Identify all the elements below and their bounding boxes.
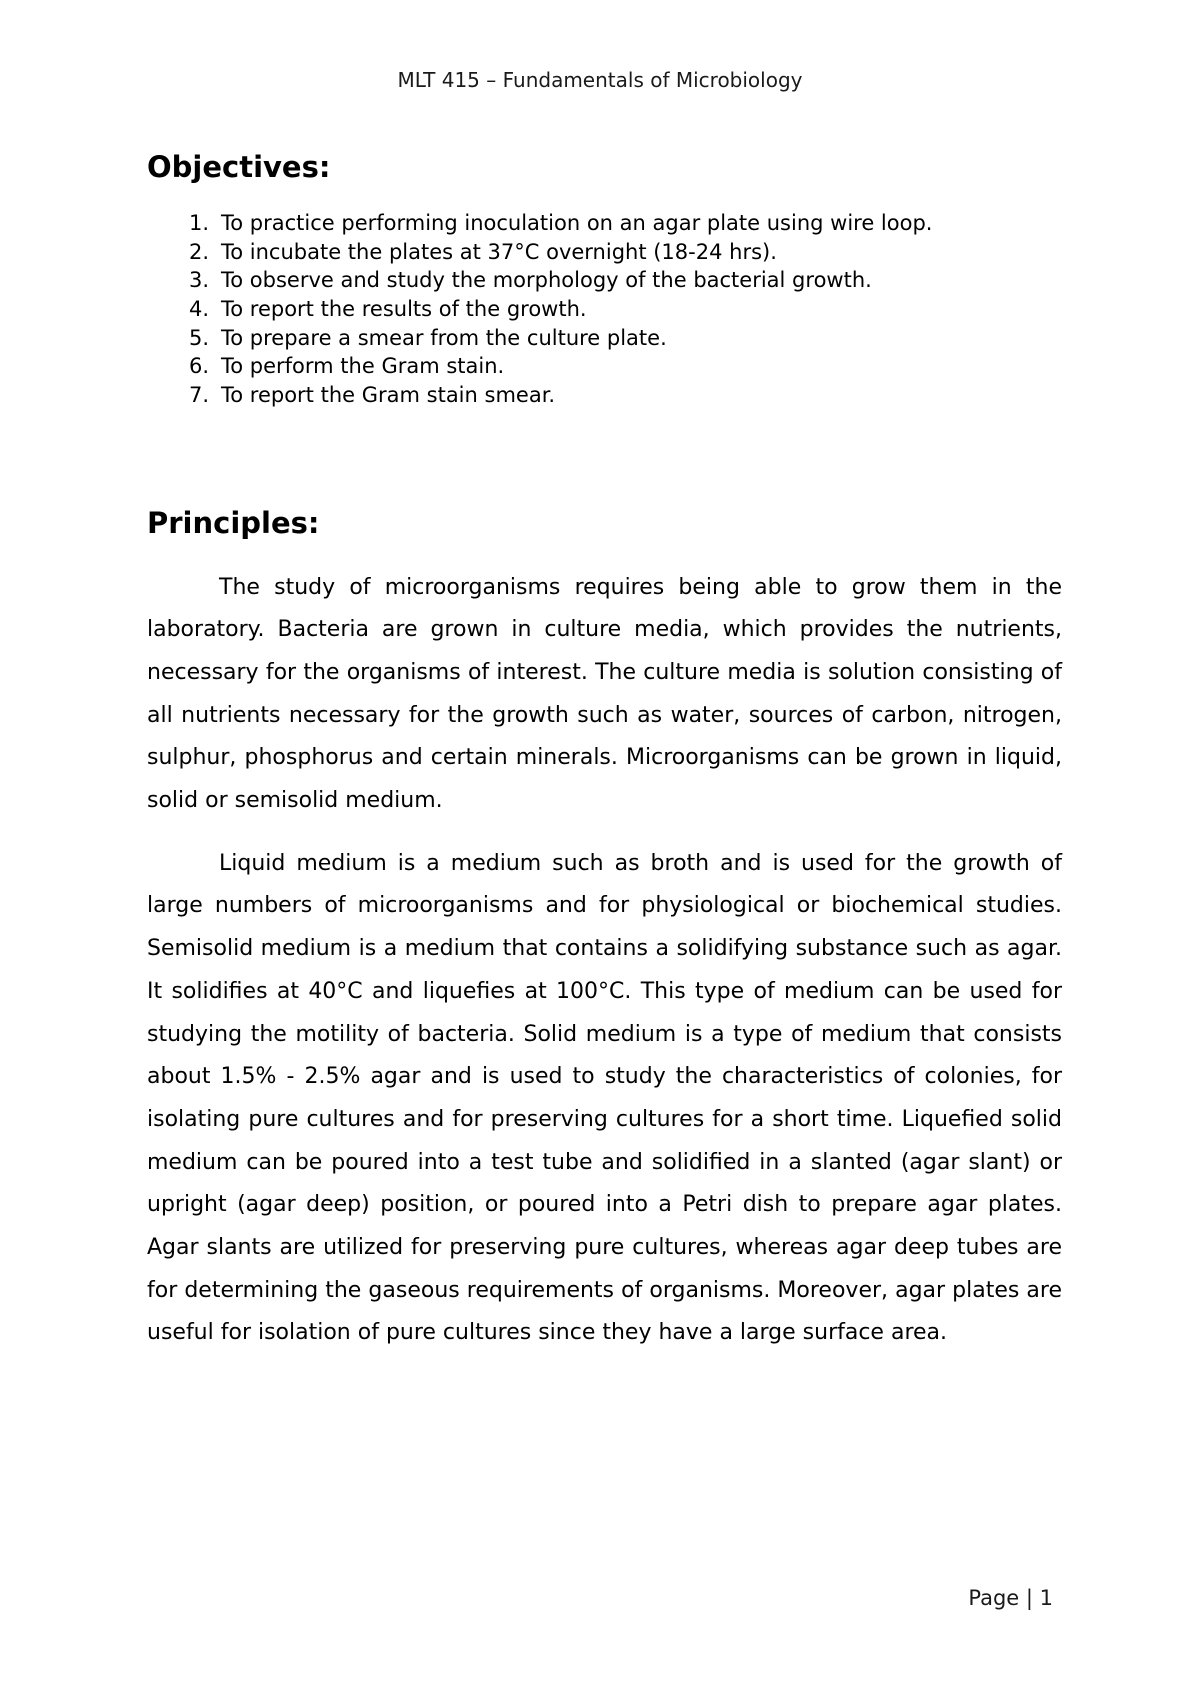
list-item-number: 4.: [188, 296, 209, 321]
list-item: [147, 324, 1062, 353]
objectives-list: [147, 209, 1062, 410]
list-item-number: 1.: [188, 210, 209, 235]
list-item: [147, 209, 1062, 238]
list-item-text: To observe and study the morphology of the bacterial growth.: [221, 268, 872, 293]
principles-paragraph-1: The study of microorganisms requires being able to grow them in the laboratory. Bacteria are grown in culture media, which provides the nutrients, necessary for the organisms of interest. The culture media is solution consisting of all nutrients necessary for the growth such as water, sources of carbon, nitrogen, sulphur, phosphorus and certain minerals. Microorganisms can be grown in liquid, solid or semisolid medium.: [147, 574, 1062, 814]
list-item-number: 6.: [188, 354, 209, 379]
list-item-text: To incubate the plates at 37°C overnight (18-24 hrs).: [221, 239, 777, 264]
list-item: [147, 352, 1062, 381]
list-item: [147, 238, 1062, 267]
list-item-text: To report the Gram stain smear.: [221, 383, 556, 408]
list-item-text: To practice performing inoculation on an agar plate using wire loop.: [221, 210, 933, 235]
list-item-text: To report the results of the growth.: [221, 296, 587, 321]
objectives-heading: Objectives:: [147, 150, 331, 184]
list-item-text: To prepare a smear from the culture plate.: [221, 325, 667, 350]
principles-paragraph-2: Liquid medium is a medium such as broth and is used for the growth of large numbers of microorganisms and for physiological or biochemical studies. Semisolid medium is a medium that contains a solidifying substance such as agar. It solidifies at 40°C and liquefies at 100°C. This type of medium can be used for studying the motility of bacteria. Solid medium is a type of medium that consists about 1.5% - 2.5% agar and is used to study the characteristics of colonies, for isolating pure cultures and for preserving cultures for a short time. Liquefied solid medium can be poured into a test tube and solidified in a slanted (agar slant) or upright (agar deep) position, or poured into a Petri dish to prepare agar plates. Agar slants are utilized for preserving pure cultures, whereas agar deep tubes are for determining the gaseous requirements of organisms. Moreover, agar plates are useful for isolation of pure cultures since they have a large surface area.: [147, 850, 1062, 1346]
list-item-number: 7.: [188, 383, 209, 408]
list-item-number: 2.: [188, 239, 209, 264]
document-body: [147, 150, 1062, 1355]
page-header: MLT 415 – Fundamentals of Microbiology: [397, 68, 803, 92]
list-item-number: 3.: [188, 268, 209, 293]
list-item-text: To perform the Gram stain.: [221, 354, 505, 379]
page-number: Page | 1: [968, 1586, 1053, 1610]
list-item: [147, 381, 1062, 410]
list-item-number: 5.: [188, 325, 209, 350]
list-item: [147, 295, 1062, 324]
list-item: [147, 266, 1062, 295]
principles-heading: Principles:: [147, 505, 320, 540]
